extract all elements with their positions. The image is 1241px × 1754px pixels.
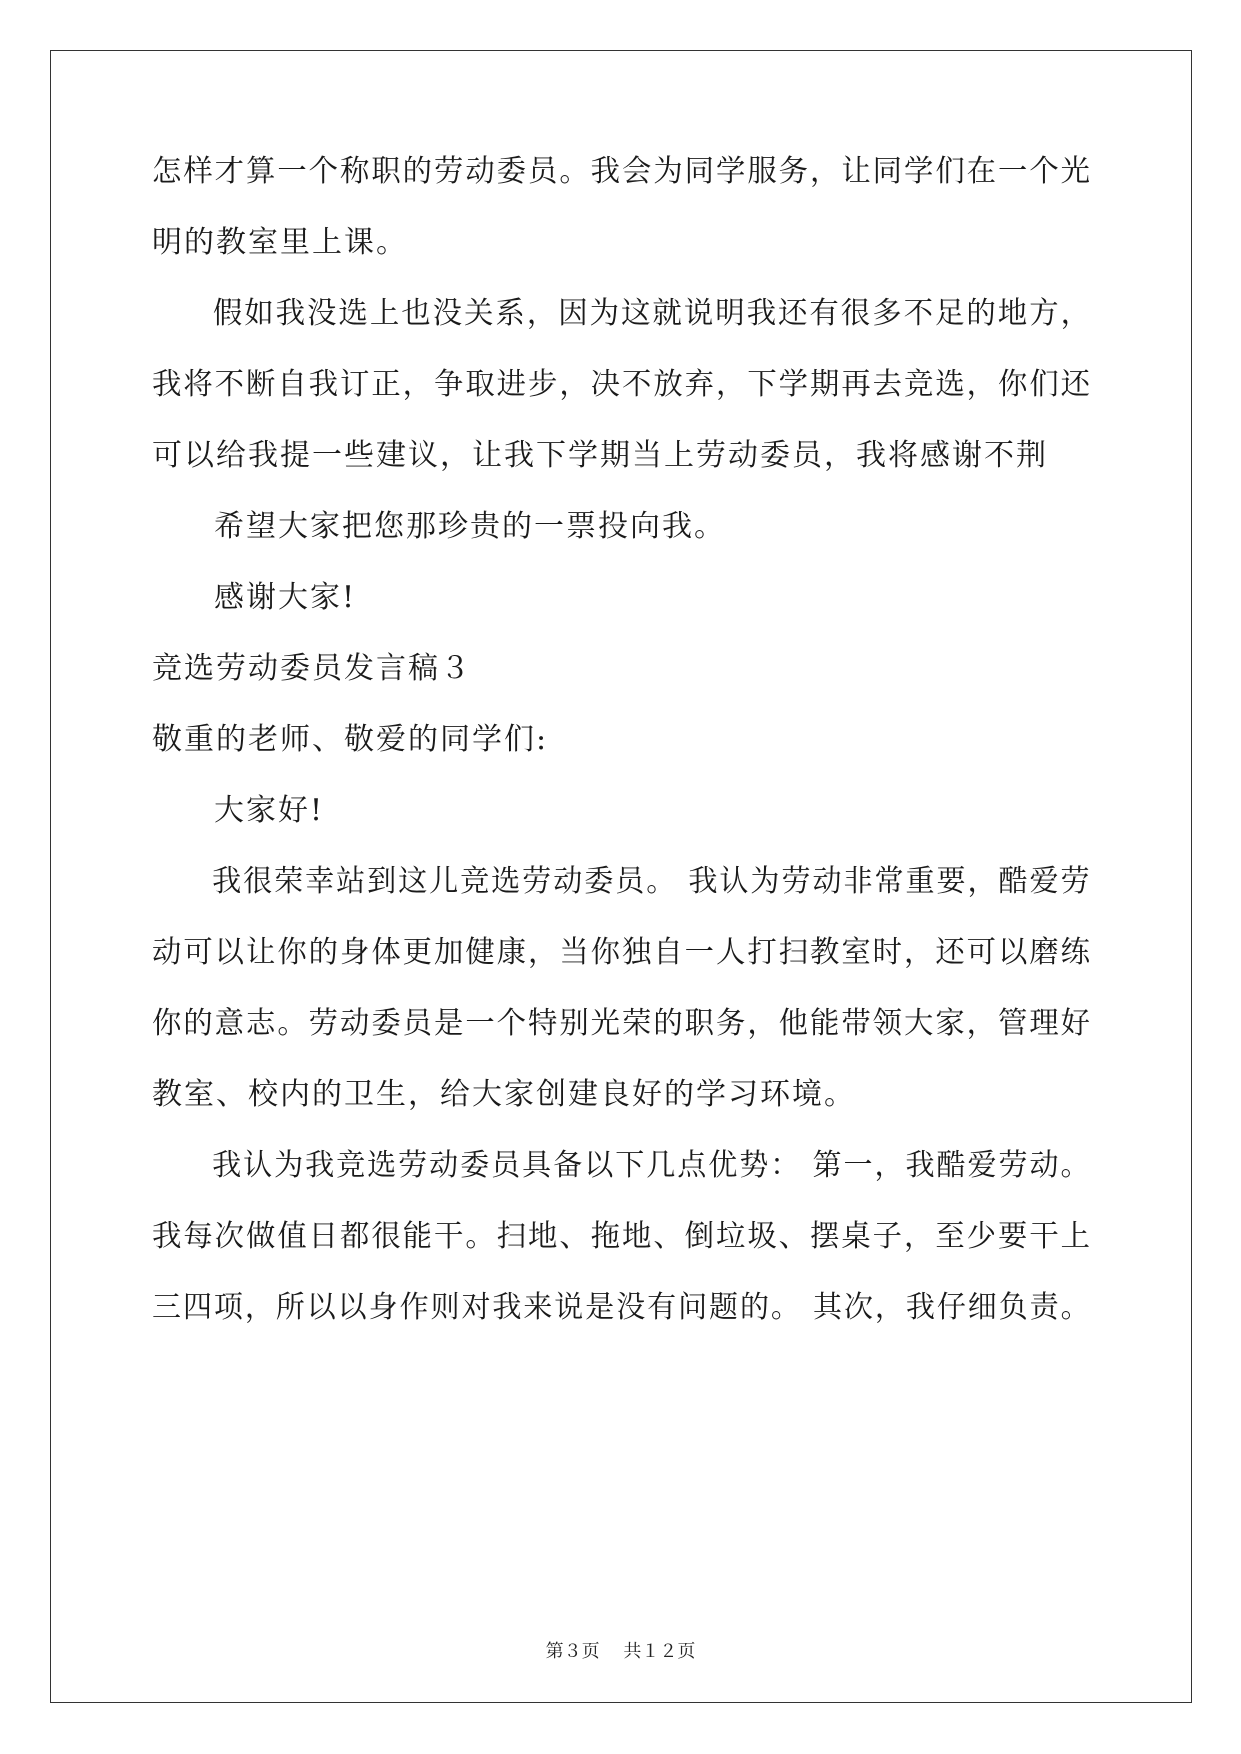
document-body <box>152 154 1092 1343</box>
salutation: 敬重的老师、敬爱的同学们: <box>152 722 549 757</box>
paragraph-line: 三四项，所以以身作则对我来说是没有问题的。 其次，我仔细负责。 <box>152 1290 1092 1325</box>
paragraph-line: 明的教室里上课。 <box>152 225 408 260</box>
paragraph-line: 我很荣幸站到这儿竞选劳动委员。 我认为劳动非常重要，酷爱劳 <box>212 864 1092 899</box>
paragraph-line: 动可以让你的身体更加健康，当你独自一人打扫教室时，还可以磨练 <box>152 935 1092 970</box>
page-number-footer: 第３页 共１２页 <box>545 1641 696 1662</box>
paragraph-line: 你的意志。劳动委员是一个特别光荣的职务，他能带领大家，管理好 <box>152 1006 1092 1041</box>
greeting: 大家好! <box>214 793 325 828</box>
paragraph-line: 我每次做值日都很能干。扫地、拖地、倒垃圾、摆桌子，至少要干上 <box>152 1219 1092 1254</box>
paragraph-line: 我将不断自我订正，争取进步，决不放弃，下学期再去竞选，你们还 <box>152 367 1092 402</box>
paragraph-line: 假如我没选上也没关系，因为这就说明我还有很多不足的地方， <box>212 296 1092 331</box>
paragraph-line: 感谢大家! <box>214 580 357 615</box>
paragraph-line: 希望大家把您那珍贵的一票投向我。 <box>214 509 726 544</box>
paragraph-line: 我认为我竞选劳动委员具备以下几点优势： 第一，我酷爱劳动。 <box>212 1148 1092 1183</box>
section-heading: 竞选劳动委员发言稿３ <box>152 651 472 686</box>
paragraph-line: 教室、校内的卫生，给大家创建良好的学习环境。 <box>152 1077 856 1112</box>
paragraph-line: 怎样才算一个称职的劳动委员。我会为同学服务，让同学们在一个光 <box>152 154 1092 189</box>
paragraph-line: 可以给我提一些建议，让我下学期当上劳动委员，我将感谢不荆 <box>152 438 1048 473</box>
